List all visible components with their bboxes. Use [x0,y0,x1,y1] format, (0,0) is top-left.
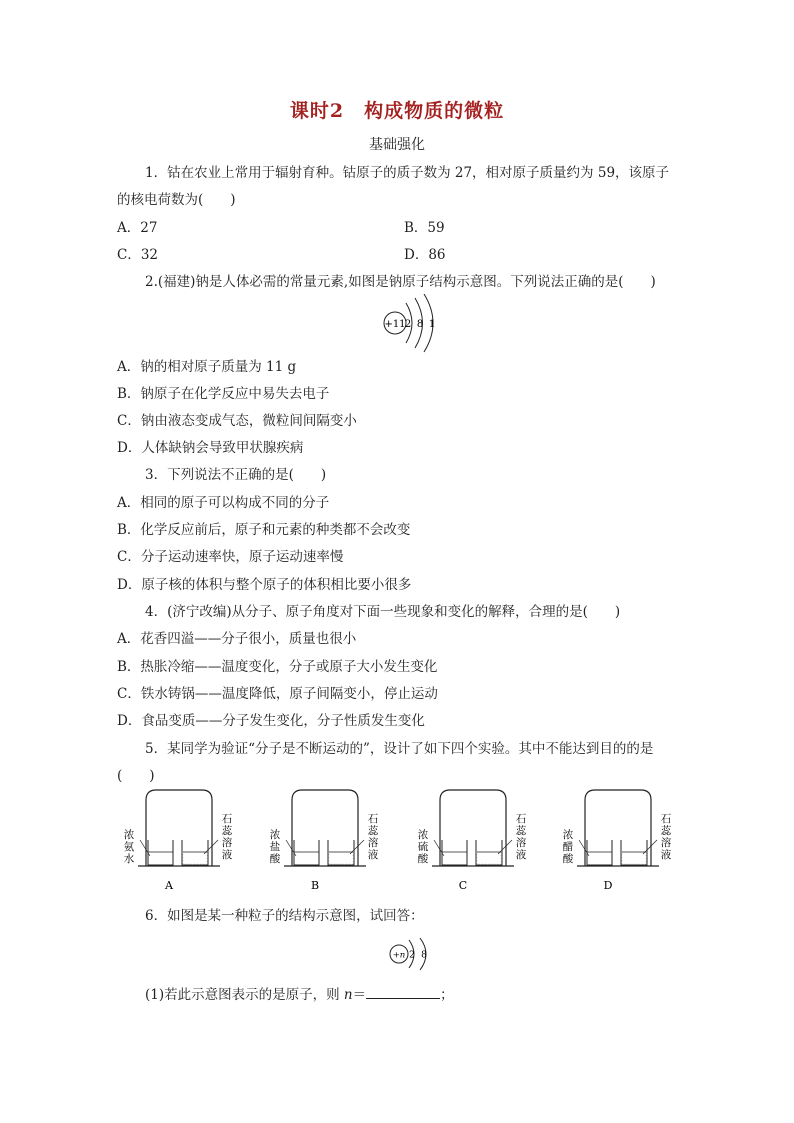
q2-option-b[interactable]: B．钠原子在化学反应中易失去电子 [117,386,330,402]
q3-option-a[interactable]: A．相同的原子可以构成不同的分子 [117,495,330,511]
experiment-a[interactable] [118,786,243,894]
nucleus-charge: +11 [384,319,406,330]
q4-stem: 4．(济宁改编)从分子、原子角度对下面一些现象和变化的解释，合理的是( ) [145,604,621,620]
shell-1-count: 2 [409,950,415,961]
q6-stem: 6．如图是某一种粒子的结构示意图，试回答： [145,908,424,924]
left-beaker [148,840,173,865]
q6-sub1-suffix: ； [440,987,454,1003]
right-label-3: 溶 [367,837,379,849]
right-label-2: 蕊 [367,825,379,837]
q1-option-a[interactable]: A．27 [117,220,158,236]
right-beaker [621,840,647,865]
q4-option-b[interactable]: B．热胀冷缩——温度变化，分子或原子大小发生变化 [117,659,438,675]
q1-option-c[interactable]: C．32 [117,247,159,263]
left-beaker [587,840,612,865]
experiment-d[interactable] [557,786,682,894]
bell-jar [585,790,651,866]
q6-sub1 [145,983,454,1003]
right-liquid-dots [329,852,353,864]
right-label-1: 石 [221,813,233,825]
right-label-4: 液 [660,849,672,861]
shell-2-count: 8 [421,950,427,961]
right-beaker [476,840,502,865]
q1-stem-line2: 的核电荷数为( ) [117,192,236,208]
left-beaker [442,840,467,865]
particle-structure-diagram [386,936,442,972]
q2-option-a[interactable]: A．钠的相对原子质量为 11 g [117,359,297,375]
right-pointer [498,840,512,854]
q4-option-d[interactable]: D．食品变质——分子发生变化，分子性质发生变化 [117,713,425,729]
right-label-2: 蕊 [515,825,527,837]
bell-jar [146,790,212,866]
right-label-1: 石 [367,813,379,825]
q4-option-c[interactable]: C．铁水铸锅——温度降低，原子间隔变小，停止运动 [117,686,438,702]
experiment-letter: C [458,879,468,892]
q6-answer-blank[interactable] [366,985,440,999]
q6-sub1-prefix: (1)若此示意图表示的是原子，则 [145,987,344,1003]
experiment-letter: A [165,879,173,892]
right-liquid-dots [183,852,207,864]
bell-jar [440,790,506,866]
q3-stem: 3．下列说法不正确的是( ) [145,467,327,483]
shell-3-count: 1 [428,319,436,330]
right-pointer [643,840,657,854]
left-label-1: 浓 [123,829,135,841]
right-label-1: 石 [660,813,672,825]
left-label-3: 酸 [562,853,574,865]
sodium-atom-structure-diagram [380,292,450,354]
q6-sub1-var: n [343,987,353,1003]
left-label-2: 硫 [417,841,429,853]
left-label-3: 水 [123,853,135,865]
q2-stem: 2.(福建)钠是人体必需的常量元素,如图是钠原子结构示意图。下列说法正确的是( ) [145,274,656,290]
q1-option-b[interactable]: B．59 [404,220,445,236]
right-label-4: 液 [515,849,527,861]
left-label-3: 酸 [417,853,429,865]
nucleus-charge: +n [392,950,406,961]
right-beaker [182,840,208,865]
right-label-3: 溶 [660,837,672,849]
left-label-3: 酸 [269,853,281,865]
q3-option-b[interactable]: B．化学反应前后，原子和元素的种类都不会改变 [117,522,411,538]
q3-option-c[interactable]: C．分子运动速率快，原子运动速率慢 [117,549,344,565]
right-label-2: 蕊 [221,825,233,837]
experiment-letter: B [310,879,320,892]
q4-option-a[interactable]: A．花香四溢——分子很小，质量也很小 [117,631,357,647]
right-pointer [350,840,364,854]
left-label-2: 盐 [269,841,281,853]
q2-option-c[interactable]: C．钠由液态变成气态，微粒间间隔变小 [117,413,357,429]
q3-option-d[interactable]: D．原子核的体积与整个原子的体积相比要小很多 [117,577,412,593]
right-liquid-dots [477,852,501,864]
experiment-c[interactable] [412,786,537,894]
right-label-1: 石 [515,813,527,825]
section-heading: 基础强化 [369,137,425,153]
left-label-1: 浓 [417,829,429,841]
shell-2-count: 8 [416,319,424,330]
right-liquid-dots [622,852,646,864]
left-label-1: 浓 [269,829,281,841]
right-label-3: 溶 [221,837,233,849]
right-label-4: 液 [221,849,233,861]
left-label-1: 浓 [562,829,574,841]
experiment-b[interactable] [264,786,389,894]
right-pointer [204,840,218,854]
left-label-2: 氨 [123,841,135,853]
q5-stem-line1: 5．某同学为验证“分子是不断运动的”，设计了如下四个实验。其中不能达到目的的是 [145,741,654,757]
right-label-2: 蕊 [660,825,672,837]
right-beaker [328,840,354,865]
left-beaker [294,840,319,865]
right-label-3: 溶 [515,837,527,849]
q6-sub1-eq: ＝ [352,987,367,1003]
q2-option-d[interactable]: D．人体缺钠会导致甲状腺疾病 [117,440,304,456]
page-title: 课时2 构成物质的微粒 [289,100,505,122]
left-label-2: 醋 [562,841,574,853]
q1-stem-line1: 1．钴在农业上常用于辐射育种。钴原子的质子数为 27，相对原子质量约为 59，该原子 [145,165,670,181]
shell-1-count: 2 [404,319,412,330]
q5-stem-line2: ( ) [117,768,155,784]
right-label-4: 液 [367,849,379,861]
experiment-letter: D [603,879,613,892]
bell-jar [292,790,358,866]
q1-option-d[interactable]: D．86 [404,247,446,263]
